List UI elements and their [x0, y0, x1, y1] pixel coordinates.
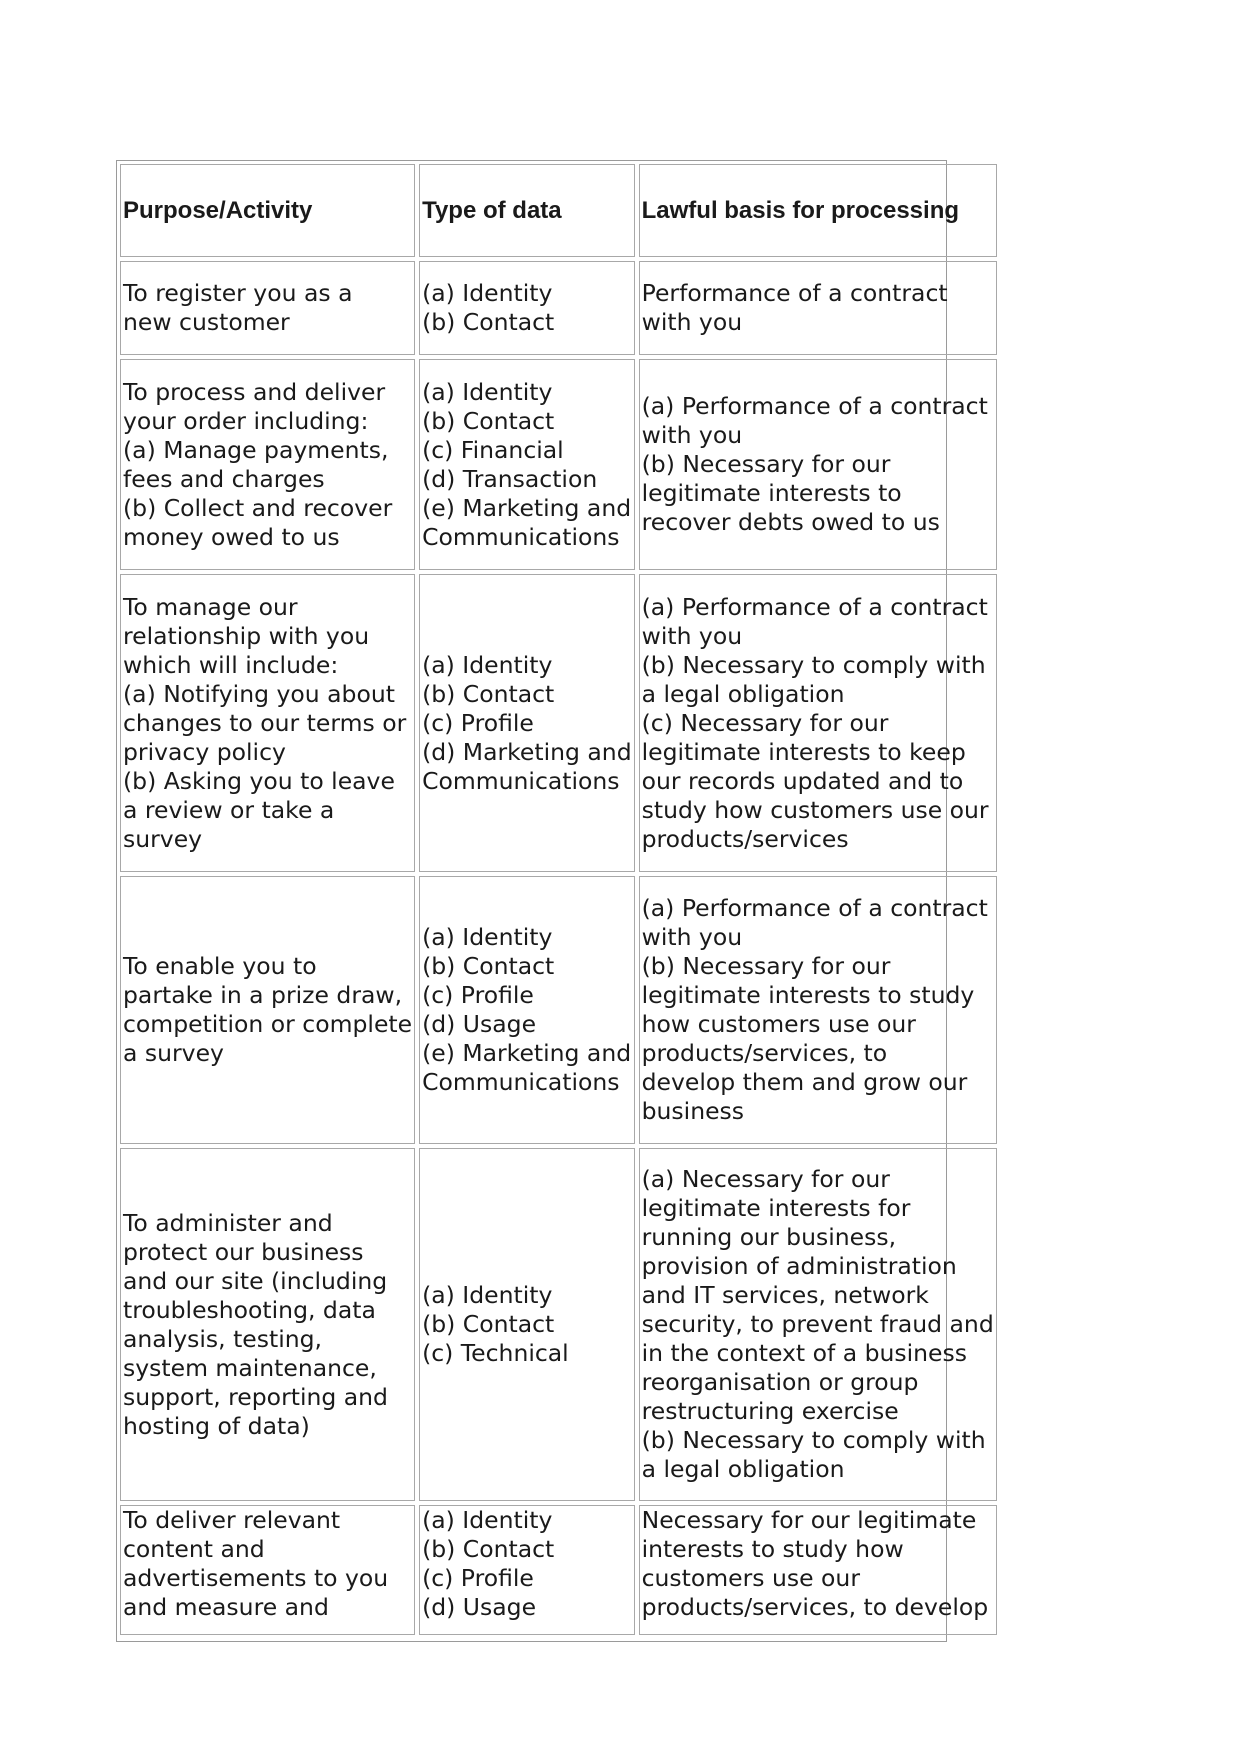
cell-line: (b) Contact — [422, 406, 555, 435]
cell-line: with you — [641, 621, 743, 650]
purpose-cell — [120, 1148, 415, 1501]
cell-line: (a) Identity — [422, 1506, 553, 1534]
cell-line: legitimate interests to keep — [641, 737, 966, 766]
cell-line: protect our business — [123, 1237, 364, 1266]
cell-line: Communications — [422, 1068, 620, 1096]
cell-line: our records updated and to — [641, 766, 964, 795]
purpose-cell — [120, 1505, 415, 1635]
cell-line: (b) Necessary to comply with — [641, 650, 986, 679]
cell-line: (c) Profile — [422, 981, 534, 1009]
cell-line: which will include: — [123, 650, 339, 679]
cell-line: restructuring exercise — [641, 1397, 899, 1425]
data-types-cell — [419, 876, 635, 1144]
cell-line: develop them and grow our — [641, 1068, 968, 1096]
purpose-cell — [120, 261, 415, 355]
cell-line: To administer and — [123, 1208, 333, 1237]
cell-line: (b) Asking you to leave — [123, 766, 395, 795]
table-row — [120, 261, 997, 355]
cell-line: (d) Marketing and — [422, 737, 632, 766]
cell-line: (c) Technical — [422, 1339, 569, 1367]
cell-line: To enable you to — [123, 952, 317, 980]
cell-line: hosting of data) — [123, 1411, 310, 1440]
cell-line: Communications — [422, 766, 620, 795]
cell-line: Communications — [422, 522, 620, 551]
cell-line: products/services, to develop — [641, 1593, 989, 1621]
cell-line: (a) Manage payments, — [123, 435, 389, 464]
cell-line: content and — [123, 1535, 265, 1563]
cell-line: provision of administration — [641, 1252, 957, 1280]
cell-line: (a) Necessary for our — [641, 1165, 890, 1193]
cell-line: money owed to us — [123, 522, 340, 551]
purpose-cell — [120, 876, 415, 1144]
table-row — [120, 359, 997, 570]
cell-line: Necessary for our legitimate — [641, 1506, 977, 1534]
cell-line: security, to prevent fraud and — [641, 1310, 994, 1338]
cell-line: (e) Marketing and — [422, 493, 632, 522]
cell-line: (a) Identity — [422, 1281, 553, 1309]
cell-line: (a) Performance of a contract — [641, 894, 988, 922]
cell-line: analysis, testing, — [123, 1324, 323, 1353]
cell-line: legitimate interests for — [641, 1194, 911, 1222]
cell-line: fees and charges — [123, 464, 325, 493]
cell-line: legitimate interests to study — [641, 981, 975, 1009]
cell-line: products/services — [641, 824, 849, 853]
cell-line: with you — [641, 308, 743, 336]
cell-line: (b) Contact — [422, 1310, 555, 1338]
cell-line: (e) Marketing and — [422, 1039, 632, 1067]
cell-line: your order including: — [123, 406, 369, 435]
data-types-cell — [419, 1505, 635, 1635]
cell-line: (b) Contact — [422, 679, 555, 708]
cell-line: To manage our — [123, 592, 298, 621]
cell-line: (c) Financial — [422, 435, 564, 464]
cell-line: (b) Contact — [422, 308, 555, 336]
cell-line: a legal obligation — [641, 1455, 845, 1483]
lawful-basis-cell — [639, 1505, 997, 1635]
cell-line: reorganisation or group — [641, 1368, 919, 1396]
cell-line: (d) Transaction — [422, 464, 598, 493]
cell-line: with you — [641, 923, 743, 951]
header-purpose-activity: Purpose/Activity — [120, 164, 415, 257]
cell-line: (a) Identity — [422, 377, 553, 406]
purpose-cell — [120, 574, 415, 872]
cell-line: (d) Usage — [422, 1010, 537, 1038]
cell-line: (a) Performance of a contract — [641, 592, 988, 621]
data-types-cell — [419, 574, 635, 872]
cell-line: how customers use our — [641, 1010, 916, 1038]
lawful-basis-table — [116, 160, 1001, 1639]
header-lawful-basis: Lawful basis for processing — [639, 164, 997, 257]
cell-line: a review or take a — [123, 795, 335, 824]
cell-line: legitimate interests to — [641, 479, 902, 507]
table-header-row — [120, 164, 997, 257]
table-row — [120, 1505, 997, 1635]
lawful-basis-cell — [639, 876, 997, 1144]
cell-line: with you — [641, 421, 743, 449]
cell-line: troubleshooting, data — [123, 1295, 376, 1324]
cell-line: (a) Identity — [422, 279, 553, 307]
cell-line: business — [641, 1097, 745, 1125]
cell-line: new customer — [123, 308, 290, 336]
cell-line: (a) Notifying you about — [123, 679, 395, 708]
cell-line: study how customers use our — [641, 795, 989, 824]
cell-line: (a) Identity — [422, 923, 553, 951]
cell-line: (b) Collect and recover — [123, 493, 393, 522]
data-types-cell — [419, 359, 635, 570]
cell-line: running our business, — [641, 1223, 897, 1251]
cell-line: products/services, to — [641, 1039, 888, 1067]
cell-line: changes to our terms or — [123, 708, 407, 737]
lawful-basis-table-frame — [116, 160, 994, 1642]
cell-line: Performance of a contract — [641, 279, 948, 307]
cell-line: customers use our — [641, 1564, 860, 1592]
cell-line: (b) Necessary for our — [641, 952, 891, 980]
cell-line: (b) Necessary for our — [641, 450, 891, 478]
cell-line: advertisements to you — [123, 1564, 389, 1592]
cell-line: To register you as a — [123, 279, 353, 307]
cell-line: (b) Necessary to comply with — [641, 1426, 986, 1454]
cell-line: To deliver relevant — [123, 1506, 341, 1534]
data-types-cell — [419, 1148, 635, 1501]
cell-line: recover debts owed to us — [641, 508, 940, 536]
table-row — [120, 1148, 997, 1501]
lawful-basis-cell — [639, 261, 997, 355]
cell-line: interests to study how — [641, 1535, 904, 1563]
cell-line: and our site (including — [123, 1266, 388, 1295]
cell-line: (b) Contact — [422, 952, 555, 980]
cell-line: (c) Profile — [422, 708, 534, 737]
cell-line: a legal obligation — [641, 679, 845, 708]
cell-line: in the context of a business — [641, 1339, 967, 1367]
lawful-basis-cell — [639, 1148, 997, 1501]
table-row — [120, 574, 997, 872]
cell-line: system maintenance, — [123, 1353, 377, 1382]
cell-line: (d) Usage — [422, 1593, 537, 1621]
cell-line: and measure and — [123, 1593, 329, 1621]
lawful-basis-cell — [639, 574, 997, 872]
header-type-of-data: Type of data — [419, 164, 635, 257]
cell-line: partake in a prize draw, — [123, 981, 403, 1009]
purpose-cell — [120, 359, 415, 570]
cell-line: survey — [123, 824, 203, 853]
cell-line: (a) Performance of a contract — [641, 392, 988, 420]
table-row — [120, 876, 997, 1144]
cell-line: (b) Contact — [422, 1535, 555, 1563]
data-types-cell — [419, 261, 635, 355]
cell-line: a survey — [123, 1039, 224, 1067]
cell-line: (c) Profile — [422, 1564, 534, 1592]
cell-line: relationship with you — [123, 621, 370, 650]
cell-line: support, reporting and — [123, 1382, 388, 1411]
cell-line: and IT services, network — [641, 1281, 929, 1309]
cell-line: privacy policy — [123, 737, 286, 766]
cell-line: competition or complete — [123, 1010, 413, 1038]
lawful-basis-cell — [639, 359, 997, 570]
cell-line: (c) Necessary for our — [641, 708, 889, 737]
cell-line: (a) Identity — [422, 650, 553, 679]
cell-line: To process and deliver — [123, 377, 386, 406]
